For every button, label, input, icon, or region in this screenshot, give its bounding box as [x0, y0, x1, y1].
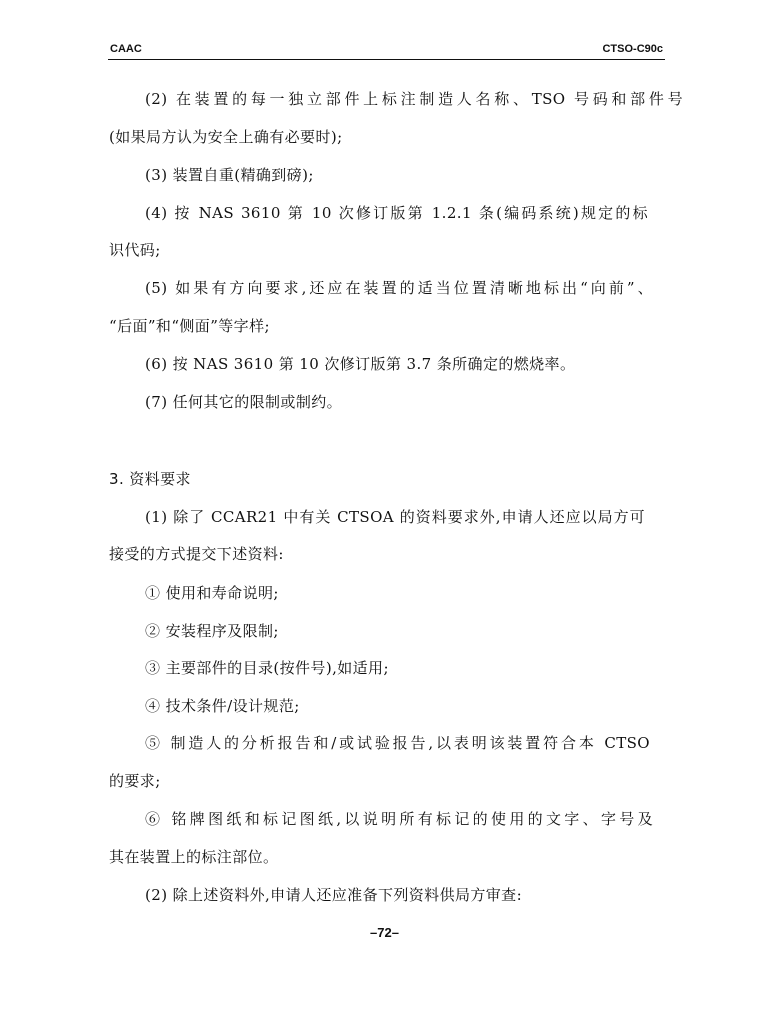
header-org: CAAC	[110, 43, 142, 55]
list-item-3: ③ 主要部件的目录(按件号),如适用;	[145, 659, 389, 677]
list-item-6: ⑥ 铭牌图纸和标记图纸,以说明所有标记的使用的文字、字号及	[145, 810, 653, 828]
body-line-1: (2) 在装置的每一独立部件上标注制造人名称、TSO 号码和部件号	[145, 90, 683, 108]
body-line-21: (2) 除上述资料外,申请人还应准备下列资料供局方审查:	[145, 886, 523, 904]
body-line-4: (4) 按 NAS 3610 第 10 次修订版第 1.2.1 条(编码系统)规定的标	[145, 204, 648, 222]
header-rule	[108, 59, 665, 60]
body-line-5: 识代码;	[109, 241, 161, 259]
list-item-6-continued: 其在装置上的标注部位。	[109, 848, 279, 866]
list-item-5: ⑤ 制造人的分析报告和/或试验报告,以表明该装置符合本 CTSO	[145, 734, 650, 752]
body-line-6: (5) 如果有方向要求,还应在装置的适当位置清晰地标出“向前”、	[145, 279, 653, 297]
header-document-id: CTSO-C90c	[602, 43, 663, 55]
body-line-9: (7) 任何其它的限制或制约。	[145, 393, 343, 411]
list-item-2: ② 安装程序及限制;	[145, 622, 279, 640]
list-item-1: ① 使用和寿命说明;	[145, 584, 279, 602]
page-header	[108, 40, 665, 58]
body-line-8: (6) 按 NAS 3610 第 10 次修订版第 3.7 条所确定的燃烧率。	[145, 355, 576, 373]
body-line-2: (如果局方认为安全上确有必要时);	[109, 128, 343, 146]
list-item-5-continued: 的要求;	[109, 772, 161, 790]
body-line-3: (3) 装置自重(精确到磅);	[145, 166, 314, 184]
page-number: –72–	[370, 925, 399, 940]
list-item-4: ④ 技术条件/设计规范;	[145, 697, 300, 715]
body-line-12: 接受的方式提交下述资料:	[109, 545, 284, 563]
body-line-7: “后面”和“侧面”等字样;	[109, 317, 270, 335]
body-line-11: (1) 除了 CCAR21 中有关 CTSOA 的资料要求外,申请人还应以局方可	[145, 508, 645, 526]
section-heading-data-requirements: 3. 资料要求	[109, 470, 191, 488]
